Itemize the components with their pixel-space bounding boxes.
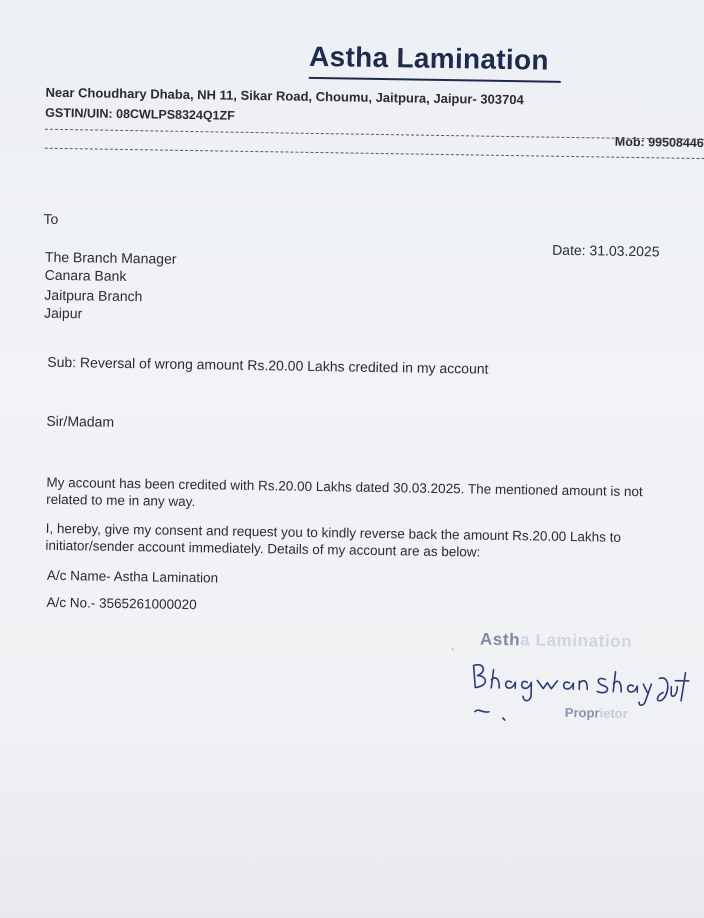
header-divider-top <box>45 129 704 141</box>
account-name: A/c Name- Astha Lamination <box>46 567 219 586</box>
mobile-number: Mob: 99508446 <box>614 134 704 151</box>
ink-dot: · <box>450 643 455 656</box>
company-name-underline <box>309 77 561 83</box>
letter-date: Date: 31.03.2025 <box>552 241 660 260</box>
recipient-line: Canara Bank <box>44 266 127 285</box>
header-divider-bottom <box>45 148 704 160</box>
stamp-text-faded: a Lamination <box>520 630 633 652</box>
gstin-number: GSTIN/UIN: 08CWLPS8324Q1ZF <box>45 105 235 123</box>
recipient-line: Jaitpura Branch <box>44 286 143 305</box>
stamp-text: Asth <box>479 629 521 650</box>
proprietor-label <box>565 705 628 721</box>
recipient-line: Jaipur <box>43 304 83 322</box>
to-label: To <box>43 210 59 227</box>
proprietor-text: Propr <box>564 704 600 721</box>
body-paragraph: My account has been credited with Rs.20.00 Lakhs dated 30.03.2025. The mentioned amount is not related to me in any way. <box>46 474 643 510</box>
salutation: Sir/Madam <box>46 412 115 430</box>
company-name: Astha Lamination <box>308 40 550 76</box>
body-paragraph: I, hereby, give my consent and request you to kindly reverse back the amount Rs.20.00 Lakhs to initiator/sender account immediately. Details of my account are as below: <box>45 520 622 560</box>
recipient-line: The Branch Manager <box>44 248 177 267</box>
company-address: Near Choudhary Dhaba, NH 11, Sikar Road, Choumu, Jaitpura, Jaipur- 303704 <box>45 84 524 108</box>
subject-line: Sub: Reversal of wrong amount Rs.20.00 Lakhs credited in my account <box>47 353 489 377</box>
proprietor-text-faded: ietor <box>599 705 628 721</box>
account-number: A/c No.- 3565261000020 <box>46 594 197 613</box>
